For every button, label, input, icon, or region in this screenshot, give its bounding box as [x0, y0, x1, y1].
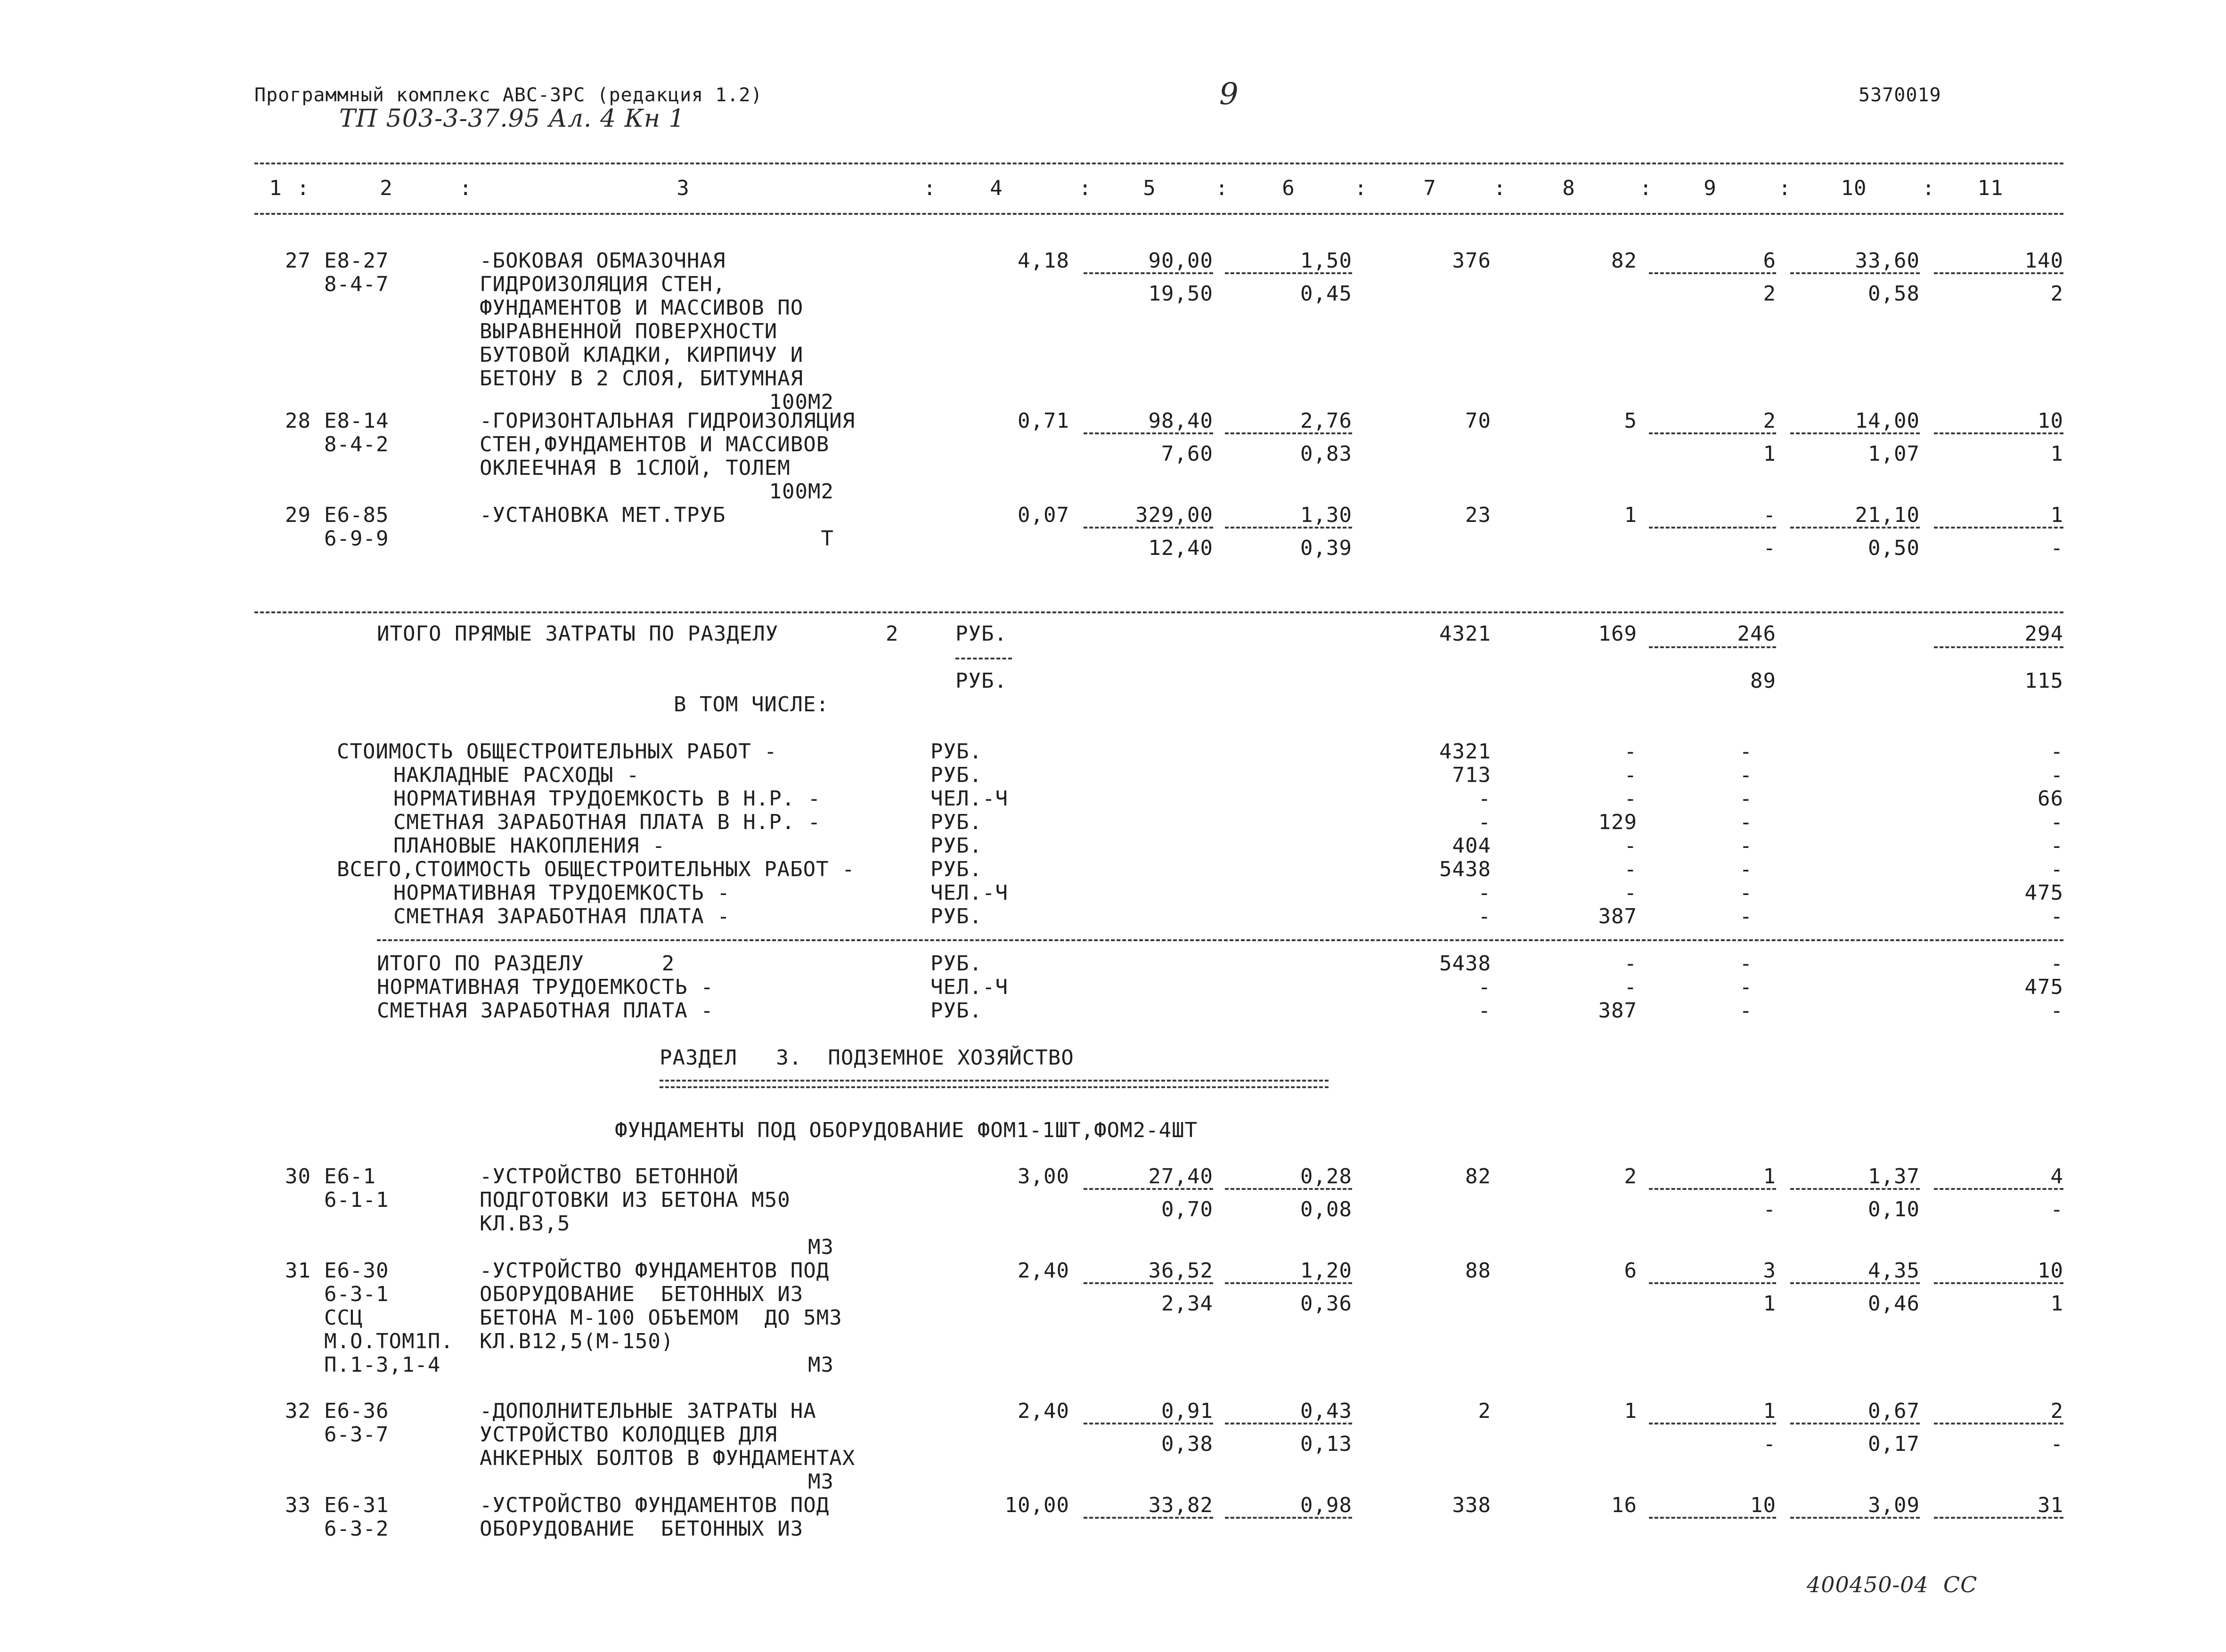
total-machine: 82	[1611, 249, 1637, 273]
unit-underline	[955, 658, 1012, 659]
totals-label: ИТОГО ПРЯМЫЕ ЗАТРАТЫ ПО РАЗДЕЛУ	[377, 622, 779, 646]
breakdown-cost: 713	[1452, 763, 1491, 787]
norm-code: 6-1-1	[324, 1188, 389, 1212]
norm-code: М.О.ТОМ1П.	[324, 1329, 454, 1353]
page-number: 9	[1219, 77, 1239, 112]
wages-total: -	[1763, 503, 1776, 527]
column-number: 1	[269, 176, 282, 200]
quantity: 10,00	[1004, 1493, 1069, 1517]
unit-of-measure: Т	[821, 527, 834, 551]
labour-unit: 21,10	[1855, 503, 1920, 527]
fraction-line	[1084, 1188, 1213, 1190]
total-cost: 2	[1478, 1399, 1491, 1423]
fraction-line	[1225, 1517, 1352, 1519]
breakdown-cost: -	[1478, 787, 1491, 811]
document-code: 5370019	[1859, 84, 1941, 106]
wages-sub: -	[1763, 1432, 1776, 1456]
breakdown-machine: -	[1624, 881, 1637, 905]
item-number: 27	[285, 249, 311, 273]
breakdown-unit: ЧЕЛ.-Ч	[930, 787, 1008, 811]
fraction-line	[1084, 1423, 1213, 1424]
column-separator: :	[1215, 176, 1229, 200]
fraction-line	[1084, 432, 1213, 434]
quantity: 0,71	[1018, 409, 1069, 433]
unit-of-measure: 100М2	[769, 480, 834, 504]
header-rule-top	[254, 163, 2063, 164]
machine-cost: 0,43	[1300, 1399, 1352, 1423]
labour-total-sub: 2	[2050, 282, 2063, 306]
breakdown-cost: 5438	[1439, 857, 1491, 881]
labour-total: 10	[2038, 409, 2063, 433]
column-separator: :	[1778, 176, 1792, 200]
unit-of-measure: М3	[808, 1470, 834, 1494]
totals-unit: РУБ.	[955, 622, 1007, 646]
total-cost: 70	[1465, 409, 1491, 433]
section-title: РАЗДЕЛ 3. ПОДЗЕМНОЕ ХОЗЯЙСТВО	[660, 1046, 1074, 1070]
wages-total: 1	[1763, 1164, 1776, 1188]
unit-of-measure: М3	[808, 1353, 834, 1377]
section-subtitle: ФУНДАМЕНТЫ ПОД ОБОРУДОВАНИЕ ФОМ1-1ШТ,ФОМ2-4ШТ	[615, 1118, 1198, 1142]
fraction-line	[1649, 527, 1776, 529]
column-number: 11	[1977, 176, 2004, 200]
breakdown-labour: 475	[2024, 881, 2063, 905]
norm-code: 6-3-7	[324, 1423, 389, 1447]
wages-total: 2	[1763, 409, 1776, 433]
column-number: 7	[1423, 176, 1436, 200]
labour-total: 1	[2050, 503, 2063, 527]
breakdown-label: СТОИМОСТЬ ОБЩЕСТРОИТЕЛЬНЫХ РАБОТ -	[337, 740, 777, 764]
norm-code: П.1-3,1-4	[324, 1353, 441, 1377]
breakdown-wages: -	[1739, 787, 1753, 811]
fraction-line	[1934, 432, 2063, 434]
labour-total: 2	[2050, 1399, 2063, 1423]
unit-wage: 0,38	[1161, 1432, 1213, 1456]
section-total-label: НОРМАТИВНАЯ ТРУДОЕМКОСТЬ -	[377, 975, 714, 999]
breakdown-label: ПЛАНОВЫЕ НАКОПЛЕНИЯ -	[393, 834, 666, 858]
breakdown-labour: -	[2050, 763, 2063, 787]
norm-code: 6-9-9	[324, 527, 389, 551]
quantity: 4,18	[1018, 249, 1069, 273]
norm-code: Е6-36	[324, 1399, 389, 1423]
work-description: АНКЕРНЫХ БОЛТОВ В ФУНДАМЕНТАХ	[480, 1446, 856, 1470]
total-machine: 16	[1611, 1493, 1637, 1517]
fraction-line	[1790, 1282, 1920, 1284]
total-cost: 82	[1465, 1164, 1491, 1188]
work-description: ВЫРАВНЕННОЙ ПОВЕРХНОСТИ	[480, 319, 778, 343]
column-number: 2	[380, 176, 393, 200]
fraction-line	[1649, 1517, 1776, 1519]
section-total-wages: -	[1739, 975, 1753, 999]
total-machine: 2	[1624, 1164, 1637, 1188]
column-number: 3	[677, 176, 690, 200]
item-number: 30	[285, 1164, 311, 1188]
work-description: -УСТРОЙСТВО ФУНДАМЕНТОВ ПОД	[480, 1259, 830, 1283]
fraction-line	[1225, 527, 1352, 529]
fraction-line	[1225, 432, 1352, 434]
item-number: 33	[285, 1493, 311, 1517]
wages-sub: -	[1763, 536, 1776, 560]
breakdown-unit: РУБ.	[930, 740, 982, 764]
column-number: 5	[1143, 176, 1156, 200]
section-title-underline	[660, 1080, 1329, 1088]
machine-wage: 0,45	[1300, 282, 1352, 306]
fraction-line	[1225, 1423, 1352, 1424]
fraction-line	[1790, 527, 1920, 529]
breakdown-cost: -	[1478, 904, 1491, 928]
work-description: -ДОПОЛНИТЕЛЬНЫЕ ЗАТРАТЫ НА	[480, 1399, 816, 1423]
breakdown-wages: -	[1739, 810, 1753, 834]
labour-total-sub: -	[2050, 1197, 2063, 1221]
breakdown-machine: 129	[1598, 810, 1637, 834]
breakdown-unit: РУБ.	[930, 904, 982, 928]
section-total-unit: РУБ.	[930, 952, 982, 976]
unit-cost: 33,82	[1148, 1493, 1213, 1517]
breakdown-labour: -	[2050, 834, 2063, 858]
column-number: 6	[1282, 176, 1295, 200]
norm-code: Е8-27	[324, 249, 389, 273]
quantity: 2,40	[1018, 1259, 1069, 1283]
labour-unit-sub: 1,07	[1868, 442, 1920, 466]
column-separator: :	[923, 176, 937, 200]
breakdown-label: СМЕТНАЯ ЗАРАБОТНАЯ ПЛАТА В Н.Р. -	[393, 810, 821, 834]
breakdown-label: НАКЛАДНЫЕ РАСХОДЫ -	[393, 763, 640, 787]
breakdown-unit: ЧЕЛ.-Ч	[930, 881, 1008, 905]
labour-total: 31	[2038, 1493, 2063, 1517]
section-total-machine: -	[1624, 975, 1637, 999]
section-total-cost: -	[1478, 999, 1491, 1023]
including-heading: В ТОМ ЧИСЛЕ:	[674, 692, 829, 716]
unit-cost: 36,52	[1148, 1259, 1213, 1283]
machine-cost: 1,50	[1300, 249, 1352, 273]
breakdown-machine: -	[1624, 857, 1637, 881]
labour-total: 4	[2050, 1164, 2063, 1188]
total-cost: 338	[1452, 1493, 1491, 1517]
work-description: БЕТОНА М-100 ОБЪЕМОМ ДО 5М3	[480, 1306, 842, 1330]
norm-code: 6-3-1	[324, 1282, 389, 1306]
labour-total: 10	[2038, 1259, 2063, 1283]
breakdown-cost: -	[1478, 881, 1491, 905]
breakdown-cost: 404	[1452, 834, 1491, 858]
breakdown-wages: -	[1739, 763, 1753, 787]
work-description: ГИДРОИЗОЛЯЦИЯ СТЕН,	[480, 272, 726, 296]
labour-unit: 0,67	[1868, 1399, 1920, 1423]
fraction-line	[1649, 1188, 1776, 1190]
breakdown-wages: -	[1739, 857, 1753, 881]
total-cost: 376	[1452, 249, 1491, 273]
item-number: 28	[285, 409, 311, 433]
unit-wage: 12,40	[1148, 536, 1213, 560]
labour-unit-sub: 0,58	[1868, 282, 1920, 306]
breakdown-labour: -	[2050, 740, 2063, 764]
breakdown-wages: -	[1739, 904, 1753, 928]
work-description: -УСТРОЙСТВО БЕТОННОЙ	[480, 1164, 739, 1188]
section-total-labour: 475	[2024, 975, 2063, 999]
section-total-label: СМЕТНАЯ ЗАРАБОТНАЯ ПЛАТА -	[377, 999, 714, 1023]
breakdown-cost: -	[1478, 810, 1491, 834]
breakdown-labour: -	[2050, 857, 2063, 881]
unit-wage: 2,34	[1161, 1292, 1213, 1316]
breakdown-machine: -	[1624, 787, 1637, 811]
work-description: БЕТОНУ В 2 СЛОЯ, БИТУМНАЯ	[480, 366, 804, 391]
column-separator: :	[1079, 176, 1092, 200]
work-description: -УСТРОЙСТВО ФУНДАМЕНТОВ ПОД	[480, 1493, 830, 1517]
work-description: ОКЛЕЕЧНАЯ В 1СЛОЙ, ТОЛЕМ	[480, 456, 791, 480]
unit-cost: 90,00	[1148, 249, 1213, 273]
column-number: 4	[990, 176, 1003, 200]
unit-wage: 19,50	[1148, 282, 1213, 306]
total-cost: 88	[1465, 1259, 1491, 1283]
unit-of-measure: М3	[808, 1235, 834, 1259]
labour-unit-sub: 0,50	[1868, 536, 1920, 560]
fraction-line	[1084, 1282, 1213, 1284]
norm-code: Е6-1	[324, 1164, 376, 1188]
wages-total: 1	[1763, 1399, 1776, 1423]
column-separator: :	[1639, 176, 1653, 200]
quantity: 0,07	[1018, 503, 1069, 527]
labour-total-sub: -	[2050, 1432, 2063, 1456]
document-reference: ТП 503-3-37.95 Ал. 4 Кн 1	[339, 105, 685, 133]
total-machine: 1	[1624, 503, 1637, 527]
wages-total: 3	[1763, 1259, 1776, 1283]
fraction-line	[1790, 1188, 1920, 1190]
fraction-line	[1934, 1188, 2063, 1190]
norm-code: ССЦ	[324, 1306, 363, 1330]
labour-unit-sub: 0,46	[1868, 1292, 1920, 1316]
unit-cost: 0,91	[1161, 1399, 1213, 1423]
fraction-line	[1225, 1282, 1352, 1284]
total-machine: 1	[1624, 1399, 1637, 1423]
labour-total-sub: 1	[2050, 1292, 2063, 1316]
work-description: СТЕН,ФУНДАМЕНТОВ И МАССИВОВ	[480, 432, 830, 456]
fraction-line	[1934, 272, 2063, 274]
wages-sub: -	[1763, 1197, 1776, 1221]
work-description: ФУНДАМЕНТОВ И МАССИВОВ ПО	[480, 296, 804, 320]
wages-sub: 1	[1763, 1292, 1776, 1316]
section-total-cost: -	[1478, 975, 1491, 999]
breakdown-label: ВСЕГО,СТОИМОСТЬ ОБЩЕСТРОИТЕЛЬНЫХ РАБОТ -	[337, 857, 855, 881]
breakdown-unit: РУБ.	[930, 834, 982, 858]
section-total-cost: 5438	[1439, 952, 1491, 976]
section-total-unit: РУБ.	[930, 999, 982, 1023]
fraction-line	[1649, 1282, 1776, 1284]
totals-section: 2	[886, 622, 899, 646]
fraction-line	[1790, 1517, 1920, 1519]
fraction-line	[1225, 272, 1352, 274]
section-rule	[254, 611, 2063, 613]
machine-cost: 0,28	[1300, 1164, 1352, 1188]
unit-of-measure: 100М2	[769, 390, 834, 414]
fraction-line	[1225, 1188, 1352, 1190]
labour-unit: 4,35	[1868, 1259, 1920, 1283]
column-number: 9	[1704, 176, 1717, 200]
header-rule-bottom	[254, 213, 2063, 215]
breakdown-label: НОРМАТИВНАЯ ТРУДОЕМКОСТЬ -	[393, 881, 730, 905]
unit-wage: 7,60	[1161, 442, 1213, 466]
fraction-line	[1649, 1423, 1776, 1424]
labour-unit: 1,37	[1868, 1164, 1920, 1188]
total-cost: 23	[1465, 503, 1491, 527]
fraction-line	[1790, 1423, 1920, 1424]
item-number: 31	[285, 1259, 311, 1283]
fraction-line	[1934, 1517, 2063, 1519]
wages-total: 6	[1763, 249, 1776, 273]
breakdown-label: СМЕТНАЯ ЗАРАБОТНАЯ ПЛАТА -	[393, 904, 730, 928]
fraction-line	[1084, 272, 1213, 274]
archive-stamp: 400450-04 СС	[1807, 1572, 1978, 1597]
totals-cost: 4321	[1439, 622, 1491, 646]
section-total-machine: -	[1624, 952, 1637, 976]
breakdown-unit: РУБ.	[930, 857, 982, 881]
quantity: 3,00	[1018, 1164, 1069, 1188]
work-description: БУТОВОЙ КЛАДКИ, КИРПИЧУ И	[480, 343, 804, 367]
column-separator: :	[1922, 176, 1935, 200]
unit-cost: 98,40	[1148, 409, 1213, 433]
breakdown-cost: 4321	[1439, 740, 1491, 764]
machine-wage: 0,83	[1300, 442, 1352, 466]
totals-labour: 294	[2024, 622, 2063, 646]
breakdown-wages: -	[1739, 881, 1753, 905]
fraction-line	[1934, 646, 2063, 648]
section-total-wages: -	[1739, 999, 1753, 1023]
work-description: ОБОРУДОВАНИЕ БЕТОННЫХ ИЗ	[480, 1517, 804, 1541]
labour-unit: 3,09	[1868, 1493, 1920, 1517]
breakdown-rule	[377, 939, 2063, 941]
section-total-machine: 387	[1598, 999, 1637, 1023]
program-title: Программный комплекс АВС-ЗРС (редакция 1.2)	[254, 84, 763, 106]
work-description: КЛ.В12,5(М-150)	[480, 1329, 674, 1353]
machine-wage: 0,08	[1300, 1197, 1352, 1221]
total-machine: 6	[1624, 1259, 1637, 1283]
labour-unit: 14,00	[1855, 409, 1920, 433]
totals-wages-sub: 89	[1750, 669, 1776, 693]
fraction-line	[1934, 527, 2063, 529]
fraction-line	[1934, 1282, 2063, 1284]
totals-unit-2: РУБ.	[955, 669, 1007, 693]
work-description: КЛ.В3,5	[480, 1212, 571, 1236]
breakdown-machine: -	[1624, 763, 1637, 787]
breakdown-labour: -	[2050, 904, 2063, 928]
unit-wage: 0,70	[1161, 1197, 1213, 1221]
breakdown-unit: РУБ.	[930, 810, 982, 834]
column-separator: :	[1493, 176, 1507, 200]
totals-wages: 246	[1737, 622, 1776, 646]
fraction-line	[1790, 432, 1920, 434]
fraction-line	[1649, 646, 1776, 648]
column-separator: :	[1354, 176, 1368, 200]
totals-labour-sub: 115	[2024, 669, 2063, 693]
labour-total: 140	[2024, 249, 2063, 273]
work-description: ПОДГОТОВКИ ИЗ БЕТОНА М50	[480, 1188, 791, 1212]
norm-code: 6-3-2	[324, 1517, 389, 1541]
fraction-line	[1649, 432, 1776, 434]
column-separator: :	[297, 176, 310, 200]
fraction-line	[1790, 272, 1920, 274]
section-total-labour: -	[2050, 999, 2063, 1023]
fraction-line	[1084, 527, 1213, 529]
norm-code: Е6-31	[324, 1493, 389, 1517]
norm-code: Е6-85	[324, 503, 389, 527]
column-separator: :	[459, 176, 473, 200]
breakdown-wages: -	[1739, 834, 1753, 858]
norm-code: 8-4-2	[324, 432, 389, 456]
item-number: 32	[285, 1399, 311, 1423]
machine-cost: 1,20	[1300, 1259, 1352, 1283]
quantity: 2,40	[1018, 1399, 1069, 1423]
machine-cost: 0,98	[1300, 1493, 1352, 1517]
labour-unit-sub: 0,17	[1868, 1432, 1920, 1456]
norm-code: 8-4-7	[324, 272, 389, 296]
unit-cost: 329,00	[1135, 503, 1213, 527]
totals-machine: 169	[1598, 622, 1637, 646]
breakdown-wages: -	[1739, 740, 1753, 764]
machine-cost: 1,30	[1300, 503, 1352, 527]
work-description: -ГОРИЗОНТАЛЬНАЯ ГИДРОИЗОЛЯЦИЯ	[480, 409, 856, 433]
norm-code: Е6-30	[324, 1259, 389, 1283]
wages-sub: 1	[1763, 442, 1776, 466]
breakdown-label: НОРМАТИВНАЯ ТРУДОЕМКОСТЬ В Н.Р. -	[393, 787, 821, 811]
unit-cost: 27,40	[1148, 1164, 1213, 1188]
fraction-line	[1934, 1423, 2063, 1424]
machine-wage: 0,39	[1300, 536, 1352, 560]
machine-wage: 0,13	[1300, 1432, 1352, 1456]
machine-wage: 0,36	[1300, 1292, 1352, 1316]
section-total-unit: ЧЕЛ.-Ч	[930, 975, 1008, 999]
labour-total-sub: 1	[2050, 442, 2063, 466]
breakdown-labour: 66	[2038, 787, 2063, 811]
section-total-labour: -	[2050, 952, 2063, 976]
wages-total: 10	[1750, 1493, 1776, 1517]
norm-code: Е8-14	[324, 409, 389, 433]
total-machine: 5	[1624, 409, 1637, 433]
machine-cost: 2,76	[1300, 409, 1352, 433]
work-description: ОБОРУДОВАНИЕ БЕТОННЫХ ИЗ	[480, 1282, 804, 1306]
item-number: 29	[285, 503, 311, 527]
breakdown-labour: -	[2050, 810, 2063, 834]
section-total-label: ИТОГО ПО РАЗДЕЛУ 2	[377, 952, 675, 976]
labour-total-sub: -	[2050, 536, 2063, 560]
column-number: 8	[1562, 176, 1575, 200]
fraction-line	[1649, 272, 1776, 274]
breakdown-machine: -	[1624, 834, 1637, 858]
work-description: УСТРОЙСТВО КОЛОДЦЕВ ДЛЯ	[480, 1423, 778, 1447]
breakdown-unit: РУБ.	[930, 763, 982, 787]
breakdown-machine: -	[1624, 740, 1637, 764]
work-description: -БОКОВАЯ ОБМАЗОЧНАЯ	[480, 249, 726, 273]
section-total-wages: -	[1739, 952, 1753, 976]
column-number: 10	[1841, 176, 1867, 200]
labour-unit: 33,60	[1855, 249, 1920, 273]
wages-sub: 2	[1763, 282, 1776, 306]
work-description: -УСТАНОВКА МЕТ.ТРУБ	[480, 503, 726, 527]
breakdown-machine: 387	[1598, 904, 1637, 928]
fraction-line	[1084, 1517, 1213, 1519]
labour-unit-sub: 0,10	[1868, 1197, 1920, 1221]
